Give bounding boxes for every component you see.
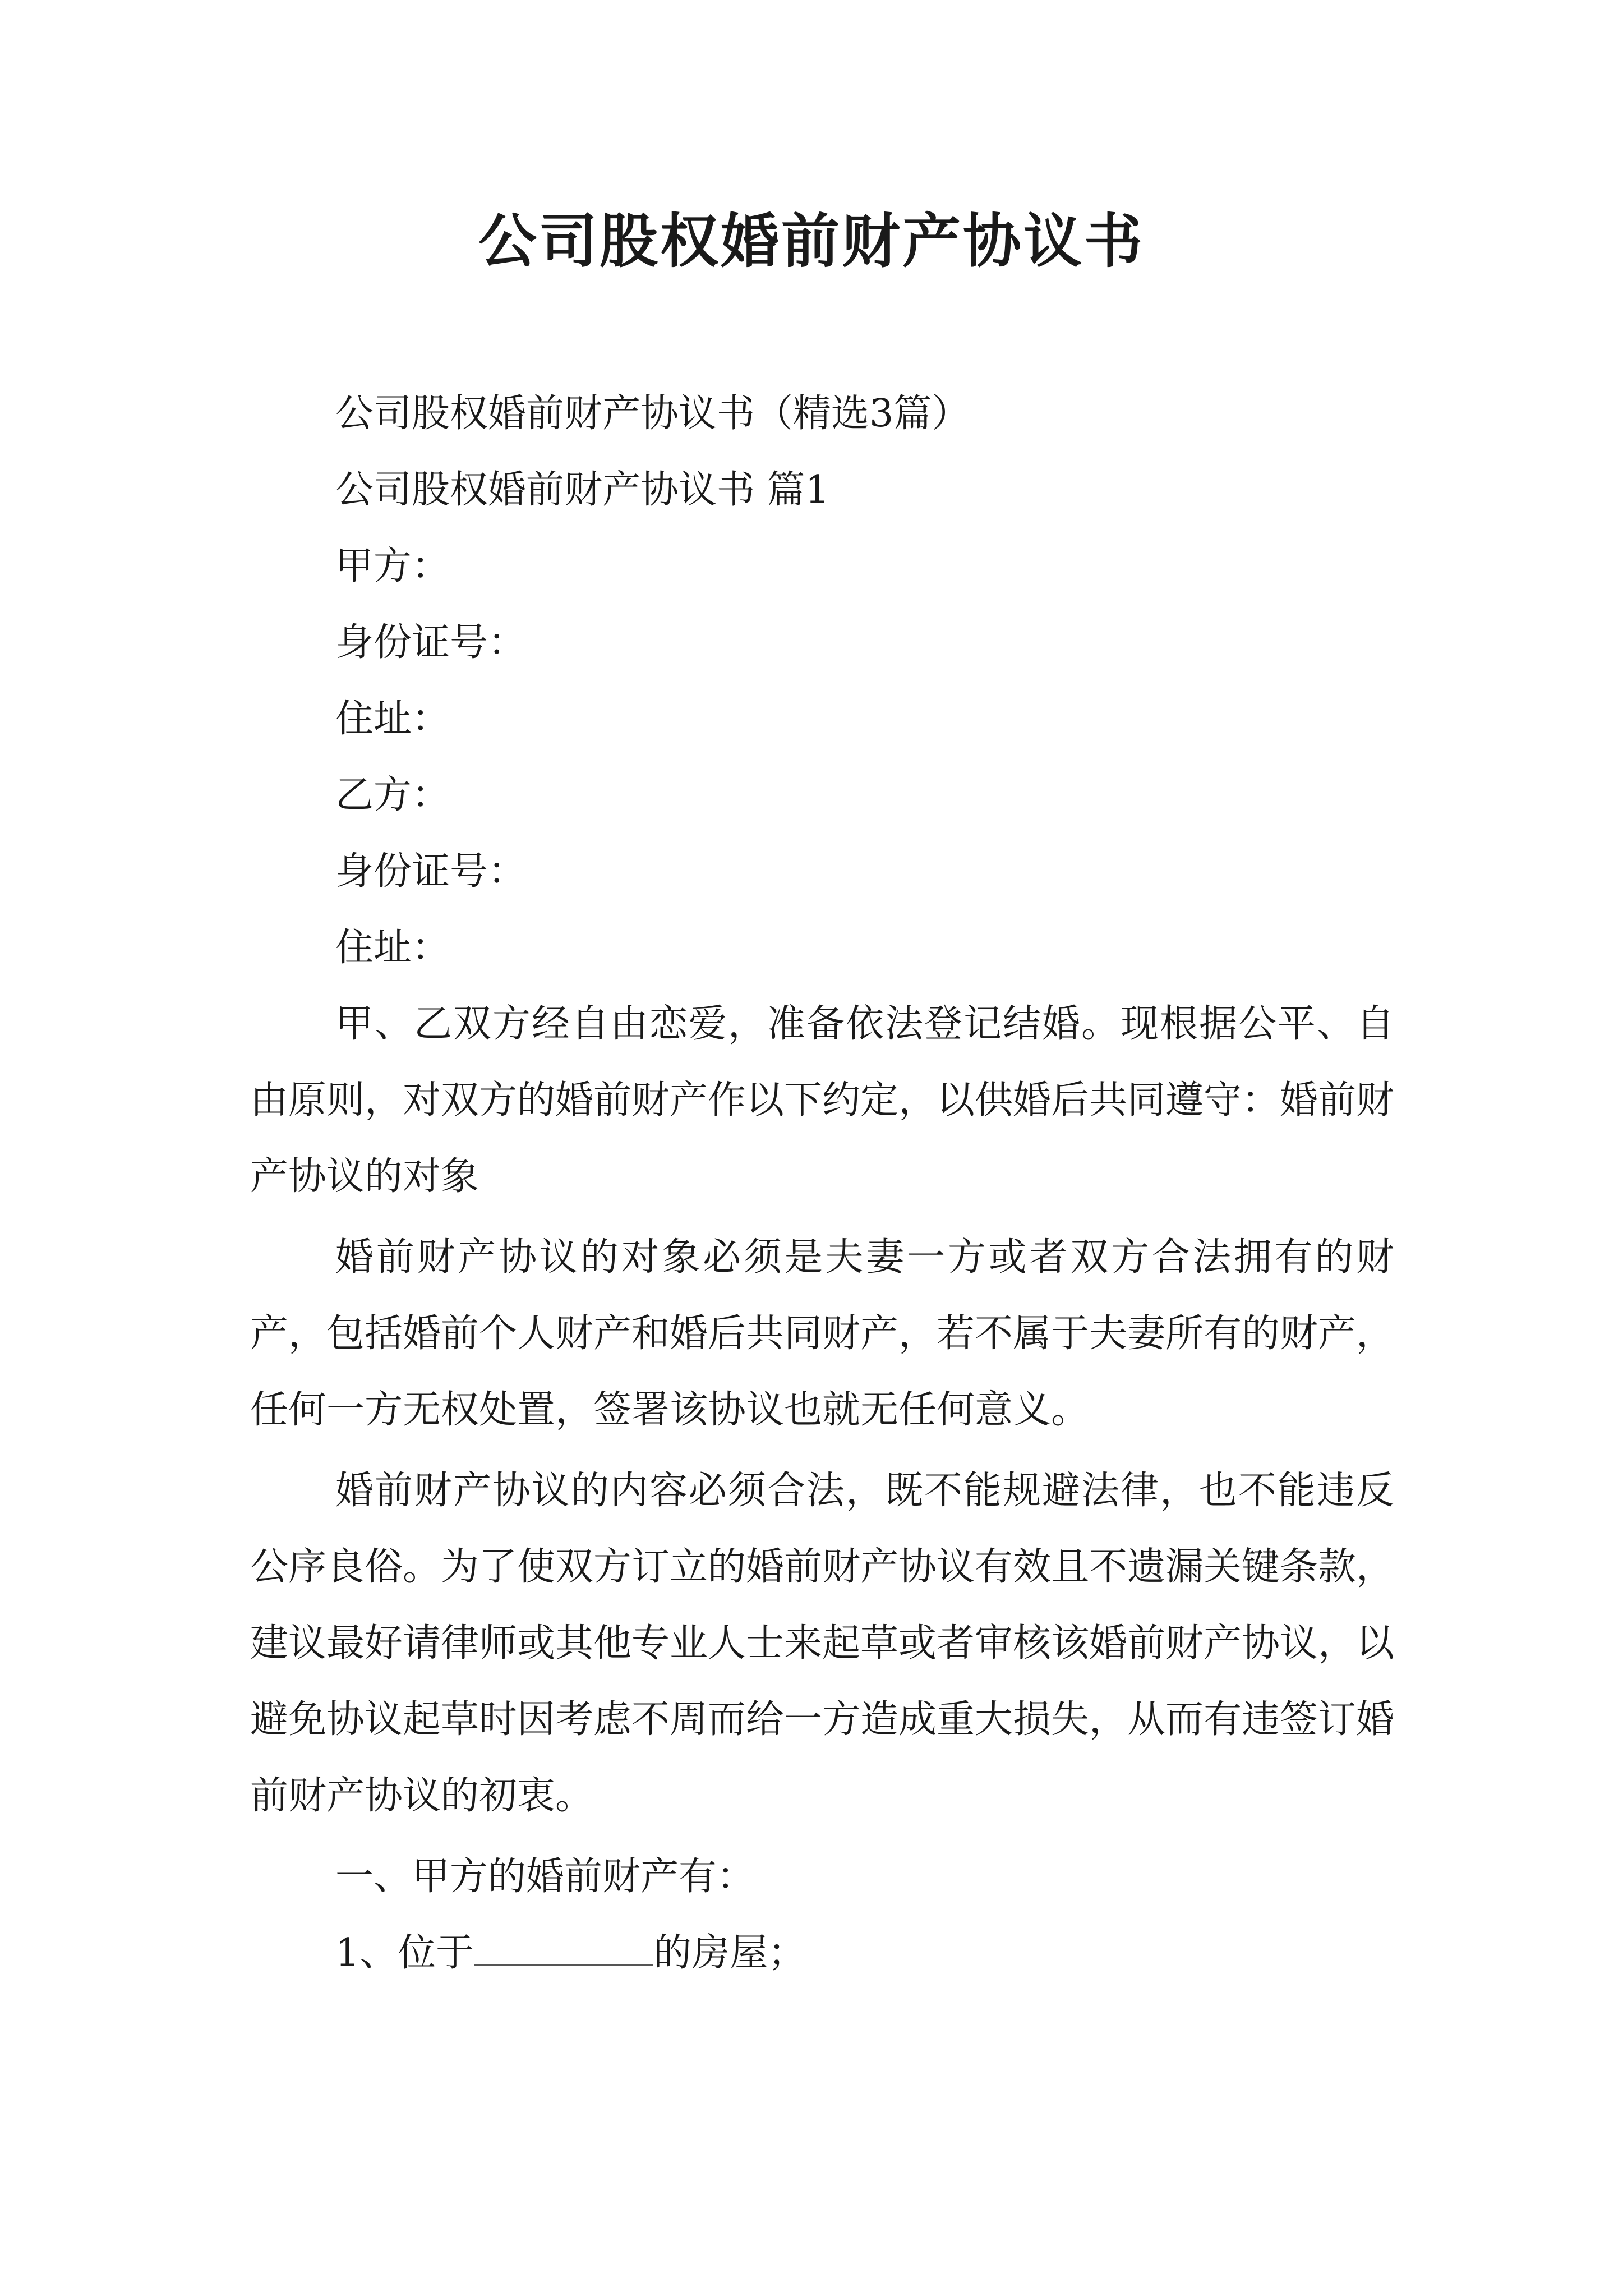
document-subtitle: 公司股权婚前财产协议书（精选3篇）	[335, 392, 970, 436]
party-a-label: 甲方：	[335, 544, 450, 588]
party-b-label: 乙方：	[335, 773, 450, 817]
item-1-suffix: 的房屋；	[653, 1931, 806, 1975]
document-body	[250, 376, 1394, 1991]
clause-1-item-1	[250, 1915, 1394, 1991]
party-b-id-label: 身份证号：	[335, 849, 527, 894]
party-a-id-label: 身份证号：	[335, 620, 527, 665]
clause-1-heading: 一、甲方的婚前财产有：	[335, 1855, 755, 1899]
item-1-prefix: 1、位于	[335, 1931, 474, 1975]
section-heading: 公司股权婚前财产协议书 篇1	[335, 468, 829, 512]
document-title: 公司股权婚前财产协议书	[478, 207, 1145, 275]
intro-paragraph: 甲、乙双方经自由恋爱，准备依法登记结婚。现根据公平、自由原则，对双方的婚前财产作以下约定，以供婚后共同遵守：婚前财产协议的对象	[250, 1002, 1395, 1199]
party-b-address-label: 住址：	[335, 926, 450, 970]
content-paragraph: 婚前财产协议的内容必须合法，既不能规避法律，也不能违反公序良俗。为了使双方订立的婚前财产协议有效且不遗漏关键条款，建议最好请律师或其他专业人士来起草或者审核该婚前财产协议，以避免协议起草时因考虑不周而给一方造成重大损失，从而有违签订婚前财产协议的初衷。	[250, 1469, 1395, 1818]
fill-in-blank	[474, 1925, 653, 1966]
party-a-address-label: 住址：	[335, 697, 450, 741]
object-paragraph: 婚前财产协议的对象必须是夫妻一方或者双方合法拥有的财产，包括婚前个人财产和婚后共同财产，若不属于夫妻所有的财产，任何一方无权处置，签署该协议也就无任何意义。	[250, 1235, 1395, 1432]
